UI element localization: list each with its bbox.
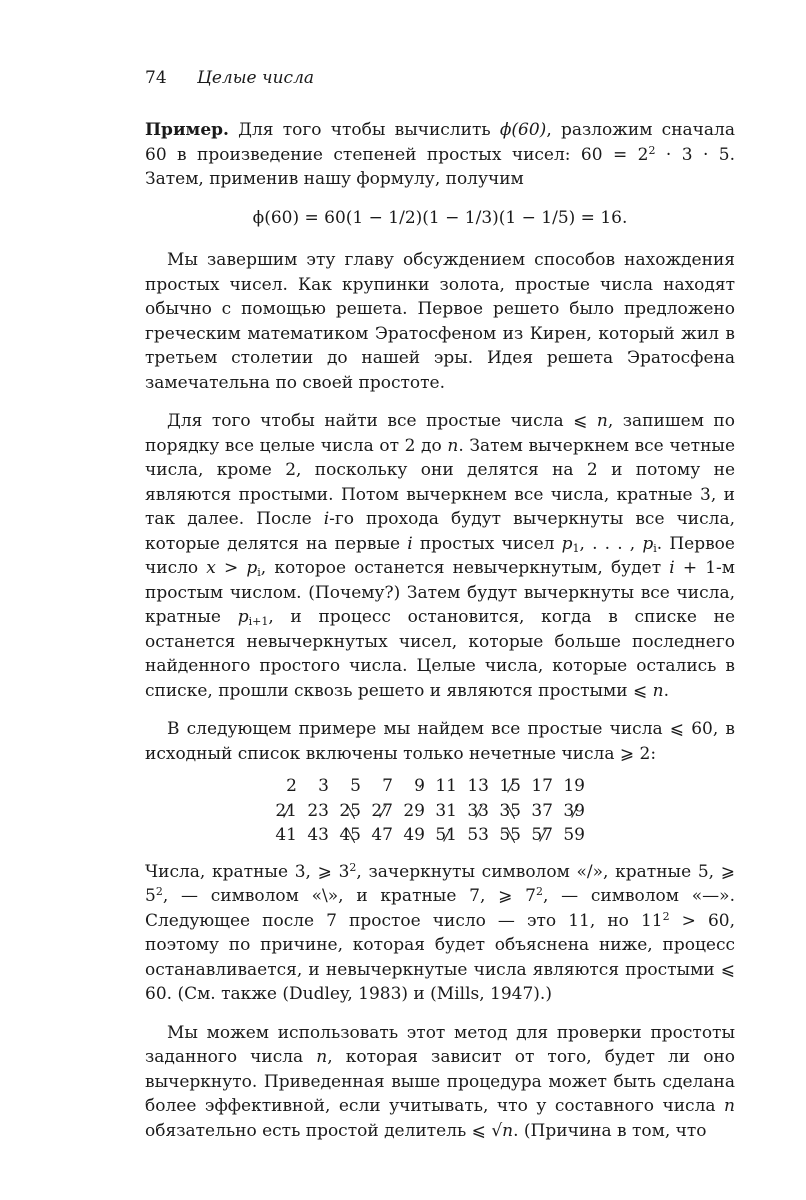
paragraph-primality-test: Мы можем использовать этот метод для проверки простоты заданного числа n, которая зависит от того, будет ли оно вычеркнуто. Приведенная выше процедура может быть сделана более эффективной, если учитывать, что у составного числа n обязательно есть простой делитель ⩽ √n. (Причина в том, что (145, 1022, 735, 1141)
sieve-cell: 17 (531, 776, 553, 796)
sieve-cell-struck: 27 (371, 800, 393, 821)
sieve-cell: 5 (350, 776, 361, 796)
sieve-cell: 49 (403, 825, 425, 845)
sieve-cell-struck: 45 (339, 825, 361, 845)
sieve-cell-struck: 33 (467, 800, 489, 821)
paragraph-sieve-method: Для того чтобы найти все простые числа ⩽ n, запишем по порядку все целые числа от 2 до n. Затем вычеркнем все четные числа, кроме 2, поскольку они делятся на 2 и потому не являются простыми. Потом вычеркнем все числа, кратные 3, и так далее. После i-го прохода будут вычеркнуты все числа, которые делятся на первые i простых чисел $p_1$, . . . , $p_i$. Первое число $x > p_i$, которое останется невычеркнутым, будет i + 1-м простым числом. (Почему?) Затем будут вычеркнуты все числа, кратные $p_{i+1}$, и процесс остановится, когда в списке не останется невычеркнутых чисел, которые больше последнего найденного простого числа. Целые числа, которые остались в списке, прошли сквозь решето и являются простыми ⩽ n. (145, 411, 735, 701)
sieve-cell-struck: 51 (435, 825, 457, 845)
phi-formula: ϕ(60) = 60(1 − 1/2)(1 − 1/3)(1 − 1/5) = 16. (252, 207, 628, 228)
sieve-cell: 11 (435, 776, 457, 796)
sieve-row-2 (265, 799, 585, 824)
paragraph-sieve-explanation: Числа, кратные 3, ⩾ $3^2$, зачеркнуты символом «/», кратные 5, ⩾ $5^2$, — символом «\», и кратные 7, ⩾ $7^2$, — символом «—». Следующее после 7 простое число — это 11, но $11^2 > 60$, поэтому по причине, которая будет объяснена ниже, процесс останавливается, и невычеркнутые числа являются простыми ⩽ 60. (См. также (Dudley, 1983) и (Mills, 1947).) (145, 860, 735, 1004)
sieve-cell-struck: 55 (499, 825, 521, 845)
running-title: Целые числа (197, 68, 315, 88)
sieve-cell: 19 (563, 776, 585, 796)
paragraph-example-sieve: В следующем примере мы найдем все простые числа ⩽ 60, в исходный список включены только нечетные числа ⩾ 2: (145, 719, 735, 764)
sieve-cell: 3 (318, 776, 329, 796)
sieve-cell-struck: 57 (531, 825, 553, 845)
sieve-cell-struck: 9 (414, 776, 425, 796)
book-page (145, 66, 735, 1143)
page-header (145, 66, 735, 90)
sieve-cell: 59 (563, 825, 585, 845)
sieve-cell: 43 (307, 825, 329, 845)
sieve-cell-struck: 21 (275, 800, 297, 821)
sieve-cell-struck: 15 (499, 776, 521, 796)
sieve-cell-struck: 25 (339, 800, 361, 821)
sieve-cell: 2 (286, 776, 297, 796)
sieve-cell: 23 (307, 800, 329, 821)
sieve-cell: 31 (435, 800, 457, 821)
sieve-cell: 53 (467, 825, 489, 845)
paragraph-intro-sieve: Мы завершим эту главу обсуждением способов нахождения простых чисел. Как крупинки золота, простые числа находят обычно с помощью решета. Первое решето было предложено греческим математиком Эратосфеном из Кирен, который жил в третьем столетии до нашей эры. Идея решета Эратосфена замечательна по своей простоте. (145, 250, 735, 393)
sieve-cell-struck: 35 (499, 800, 521, 821)
sieve-cell: 29 (403, 800, 425, 821)
sieve-table (265, 774, 585, 848)
sieve-cell: 13 (467, 776, 489, 796)
sieve-cell: 37 (531, 800, 553, 821)
sieve-cell: 47 (371, 825, 393, 845)
page-number: 74 (145, 68, 167, 88)
sieve-cell: 7 (382, 776, 393, 796)
example-lead: Пример. (145, 120, 229, 140)
example-paragraph: Пример. Для того чтобы вычислить ϕ(60), разложим сначала 60 в произведение степеней простых чисел: $60 = 2^2 \cdot 3 \cdot 5$. Затем, применив нашу формулу, получим (145, 120, 735, 189)
sieve-row-3 (265, 823, 585, 848)
sieve-cell: 41 (275, 825, 297, 845)
sieve-row-1 (265, 774, 585, 799)
sieve-cell-struck: 39 (563, 800, 585, 821)
